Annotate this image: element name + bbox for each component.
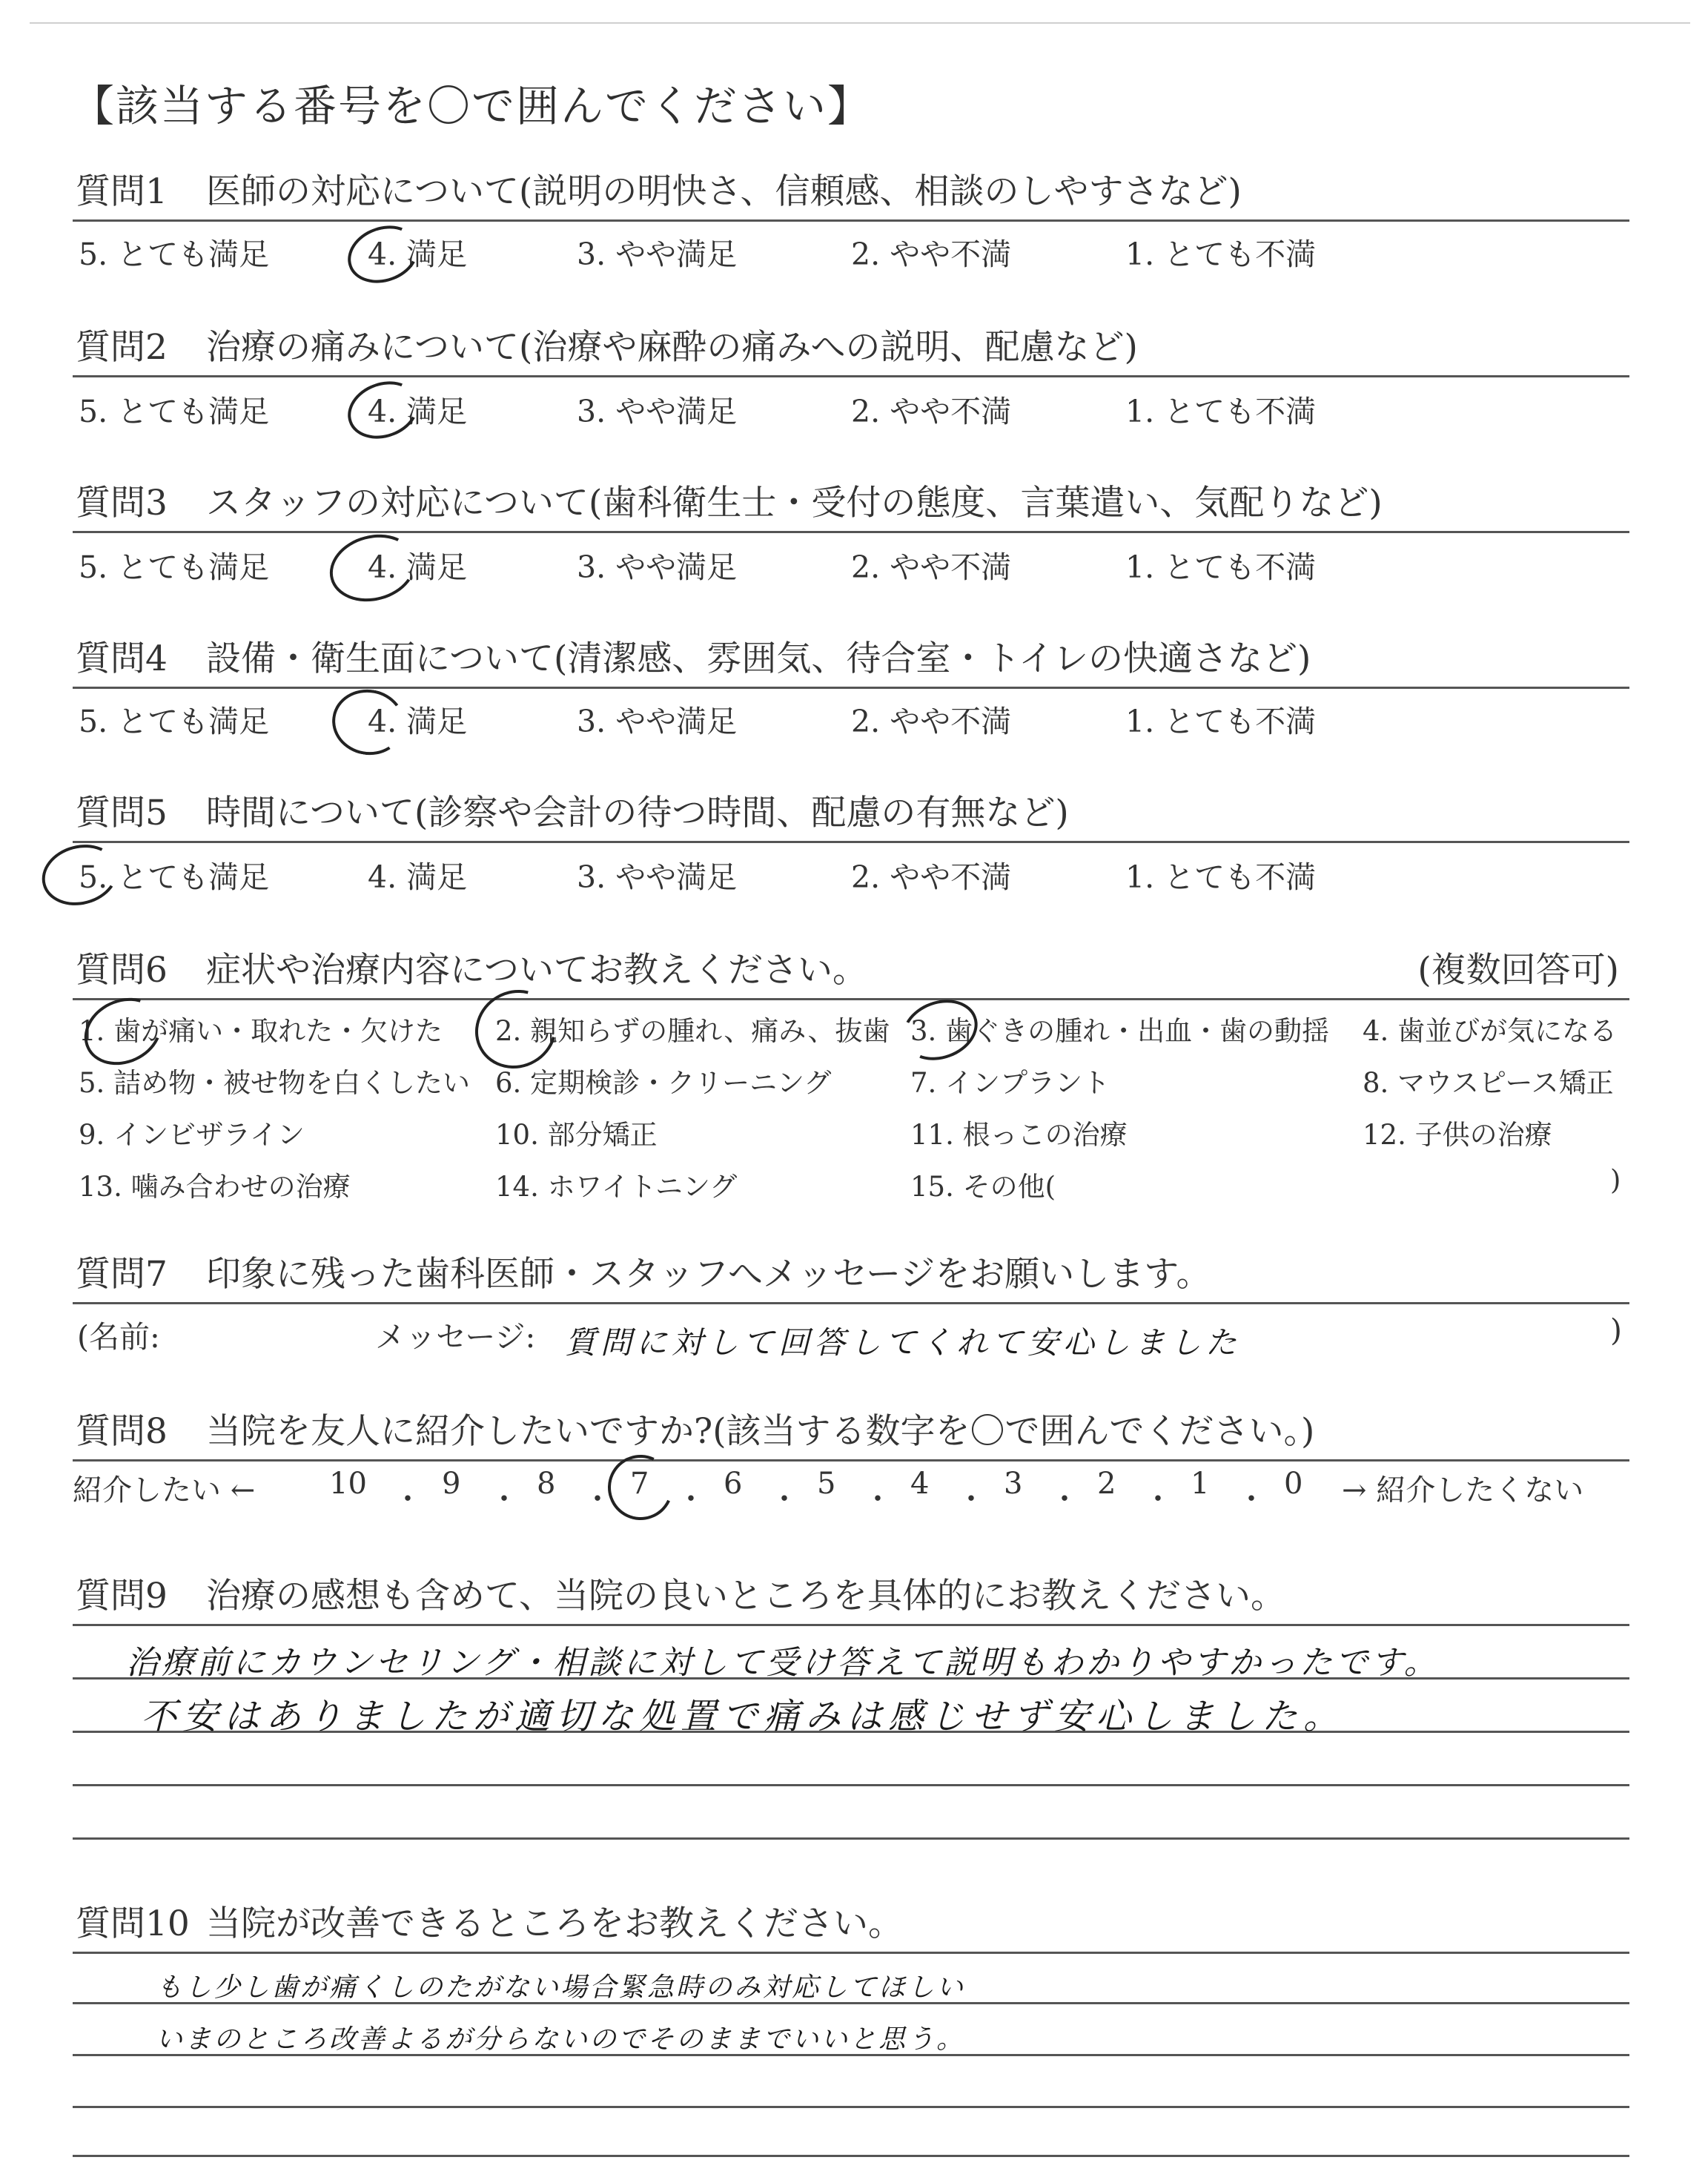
question-6-text: 症状や治療内容についてお教えください。 xyxy=(206,950,868,991)
question-1-header xyxy=(73,160,1629,222)
question-3-text: スタッフの対応について(歯科衛生士・受付の態度、言葉遣い、気配りなど) xyxy=(206,483,1383,524)
q6-option-9[interactable]: 9. インビザライン xyxy=(79,1119,305,1151)
question-7-text: 印象に残った歯科医師・スタッフへメッセージをお願いします。 xyxy=(206,1254,1211,1295)
q10-answer-text-2: いまのところ改善よるが分らないのでそのままでいいと思う。 xyxy=(156,2024,966,2055)
q6-option-7[interactable]: 7. インプラント xyxy=(910,1067,1110,1099)
q6-option-2[interactable]: 2. 親知らずの腫れ、痛み、抜歯 xyxy=(495,1015,890,1047)
q4-option-4[interactable]: 4. 満足 xyxy=(368,704,468,739)
question-10-text: 当院が改善できるところをお教えください。 xyxy=(206,1903,903,1944)
q6-other-close-paren: ) xyxy=(1610,1164,1621,1196)
q5-option-4[interactable]: 4. 満足 xyxy=(368,859,468,895)
q6-option-15[interactable]: 15. その他( xyxy=(910,1171,1056,1203)
q6-option-3[interactable]: 3. 歯ぐきの腫れ・出血・歯の動揺 xyxy=(910,1015,1330,1047)
question-10-label: 質問10 xyxy=(76,1903,190,1944)
question-1-text: 医師の対応について(説明の明快さ、信頼感、相談のしやすさなど) xyxy=(206,171,1242,212)
question-2-options xyxy=(73,387,1629,432)
q6-option-10[interactable]: 10. 部分矯正 xyxy=(495,1119,658,1151)
q2-option-5[interactable]: 5. とても満足 xyxy=(79,394,270,429)
q5-option-2[interactable]: 2. やや不満 xyxy=(851,859,1012,895)
q2-option-1[interactable]: 1. とても不満 xyxy=(1125,394,1317,429)
q8-right-label: → 紹介したくない xyxy=(1342,1473,1584,1507)
q5-selection-circle xyxy=(35,836,125,914)
q8-left-label: 紹介したい ← xyxy=(73,1473,256,1507)
q6-option-1[interactable]: 1. 歯が痛い・取れた・欠けた xyxy=(79,1015,443,1047)
question-5-text: 時間について(診察や会計の待つ時間、配慮の有無など) xyxy=(206,793,1069,833)
q4-option-5[interactable]: 5. とても満足 xyxy=(79,704,270,739)
q4-option-3[interactable]: 3. やや満足 xyxy=(577,704,738,739)
q10-answer-line-4 xyxy=(73,2155,1629,2157)
q9-answer-line-3 xyxy=(73,1784,1629,1786)
q3-selection-circle xyxy=(322,525,424,611)
q6-selection-circle-3 xyxy=(894,990,986,1071)
question-3-label: 質問3 xyxy=(76,483,168,524)
q3-option-4[interactable]: 4. 満足 xyxy=(368,549,468,585)
q3-option-5[interactable]: 5. とても満足 xyxy=(79,549,270,585)
q8-scale-3[interactable]: 3 xyxy=(1004,1467,1023,1501)
question-6-header xyxy=(73,939,1629,1000)
q8-scale-7[interactable]: 7 xyxy=(630,1467,649,1501)
q1-option-4[interactable]: 4. 満足 xyxy=(368,237,468,272)
question-6-label: 質問6 xyxy=(76,950,168,991)
q1-selection-circle xyxy=(340,216,426,292)
q8-scale-9[interactable]: 9 xyxy=(442,1467,461,1501)
q8-scale-2[interactable]: 2 xyxy=(1097,1467,1116,1501)
q5-option-3[interactable]: 3. やや満足 xyxy=(577,859,738,895)
q5-option-1[interactable]: 1. とても不満 xyxy=(1125,859,1317,895)
q9-answer-text-2: 不安はありましたが適切な処置で痛みは感じせず安心しました。 xyxy=(141,1696,1345,1737)
q6-option-12[interactable]: 12. 子供の治療 xyxy=(1363,1119,1552,1151)
q4-option-2[interactable]: 2. やや不満 xyxy=(851,704,1012,739)
q2-option-3[interactable]: 3. やや満足 xyxy=(577,394,738,429)
question-7-header xyxy=(73,1243,1629,1304)
q4-selection-circle xyxy=(327,684,410,761)
q8-scale-8[interactable]: 8 xyxy=(537,1467,556,1501)
question-2-header xyxy=(73,316,1629,377)
top-rule xyxy=(30,22,1690,24)
q5-option-5[interactable]: 5. とても満足 xyxy=(79,859,270,895)
question-4-header xyxy=(73,627,1629,689)
q6-option-13[interactable]: 13. 噛み合わせの治療 xyxy=(79,1171,351,1203)
q7-message-handwritten: 質問に対して回答してくれて安心しました xyxy=(565,1324,1242,1361)
q6-option-6[interactable]: 6. 定期検診・クリーニング xyxy=(495,1067,832,1099)
q8-scale-1[interactable]: 1 xyxy=(1191,1467,1210,1501)
q7-close-paren: ) xyxy=(1610,1312,1622,1348)
question-8-text: 当院を友人に紹介したいですか?(該当する数字を〇で囲んでください。) xyxy=(206,1411,1315,1452)
question-9-text: 治療の感想も含めて、当院の良いところを具体的にお教えください。 xyxy=(206,1576,1286,1616)
form-title: 【該当する番号を〇で囲んでください】 xyxy=(71,81,873,131)
q1-option-3[interactable]: 3. やや満足 xyxy=(577,237,738,272)
q7-name-label: (名前: xyxy=(77,1319,160,1355)
q10-answer-line-3 xyxy=(73,2106,1629,2108)
q8-scale-10[interactable]: 10 xyxy=(329,1467,367,1501)
question-3-options xyxy=(73,543,1629,587)
question-4-text: 設備・衛生面について(清潔感、雰囲気、待合室・トイレの快適さなど) xyxy=(206,638,1311,679)
q6-option-11[interactable]: 11. 根っこの治療 xyxy=(910,1119,1128,1151)
q10-answer-text-1: もし少し歯が痛くしのたがない場合緊急時のみ対応してほしい xyxy=(156,1972,966,2003)
q2-selection-circle xyxy=(340,371,426,448)
q8-scale-4[interactable]: 4 xyxy=(910,1467,930,1501)
question-6-note: (複数回答可) xyxy=(1417,950,1619,991)
question-5-header xyxy=(73,782,1629,843)
question-2-label: 質問2 xyxy=(76,327,168,368)
q6-option-8[interactable]: 8. マウスピース矯正 xyxy=(1363,1067,1614,1099)
q2-option-4[interactable]: 4. 満足 xyxy=(368,394,468,429)
question-5-label: 質問5 xyxy=(76,793,168,833)
q2-option-2[interactable]: 2. やや不満 xyxy=(851,394,1012,429)
q6-option-4[interactable]: 4. 歯並びが気になる xyxy=(1363,1015,1618,1047)
question-4-options xyxy=(73,697,1629,742)
q8-scale-6[interactable]: 6 xyxy=(724,1467,743,1501)
q8-scale xyxy=(73,1467,1637,1511)
q8-scale-0[interactable]: 0 xyxy=(1284,1467,1303,1501)
q8-scale-5[interactable]: 5 xyxy=(817,1467,836,1501)
question-8-label: 質問8 xyxy=(76,1411,168,1452)
q4-option-1[interactable]: 1. とても不満 xyxy=(1125,704,1317,739)
q3-option-3[interactable]: 3. やや満足 xyxy=(577,549,738,585)
question-4-label: 質問4 xyxy=(76,638,168,679)
question-5-options xyxy=(73,853,1629,897)
q6-option-5[interactable]: 5. 詰め物・被せ物を白くしたい xyxy=(79,1067,471,1099)
question-9-header xyxy=(73,1565,1629,1626)
question-8-header xyxy=(73,1400,1629,1462)
q9-answer-line-4 xyxy=(73,1837,1629,1840)
q3-option-1[interactable]: 1. とても不満 xyxy=(1125,549,1317,585)
question-2-text: 治療の痛みについて(治療や麻酔の痛みへの説明、配慮など) xyxy=(206,327,1138,368)
question-7-label: 質問7 xyxy=(76,1254,168,1295)
q1-option-1[interactable]: 1. とても不満 xyxy=(1125,237,1317,272)
question-3-header xyxy=(73,472,1629,533)
q6-row-3 xyxy=(73,1112,1637,1157)
q1-option-2[interactable]: 2. やや不満 xyxy=(851,237,1012,272)
q1-option-5[interactable]: 5. とても満足 xyxy=(79,237,270,272)
question-9-label: 質問9 xyxy=(76,1576,168,1616)
q6-row-1 xyxy=(73,1008,1637,1053)
q7-message-label: メッセージ: xyxy=(375,1319,536,1355)
q6-option-14[interactable]: 14. ホワイトニング xyxy=(495,1171,738,1203)
question-1-label: 質問1 xyxy=(76,171,168,212)
question-1-options xyxy=(73,230,1629,274)
q6-row-4 xyxy=(73,1164,1637,1209)
q6-row-2 xyxy=(73,1060,1637,1105)
q3-option-2[interactable]: 2. やや不満 xyxy=(851,549,1012,585)
q9-answer-text-1: 治療前にカウンセリング・相談に対して受け答えて説明もわかりやすかったです。 xyxy=(126,1644,1440,1682)
question-10-header xyxy=(73,1892,1629,1954)
